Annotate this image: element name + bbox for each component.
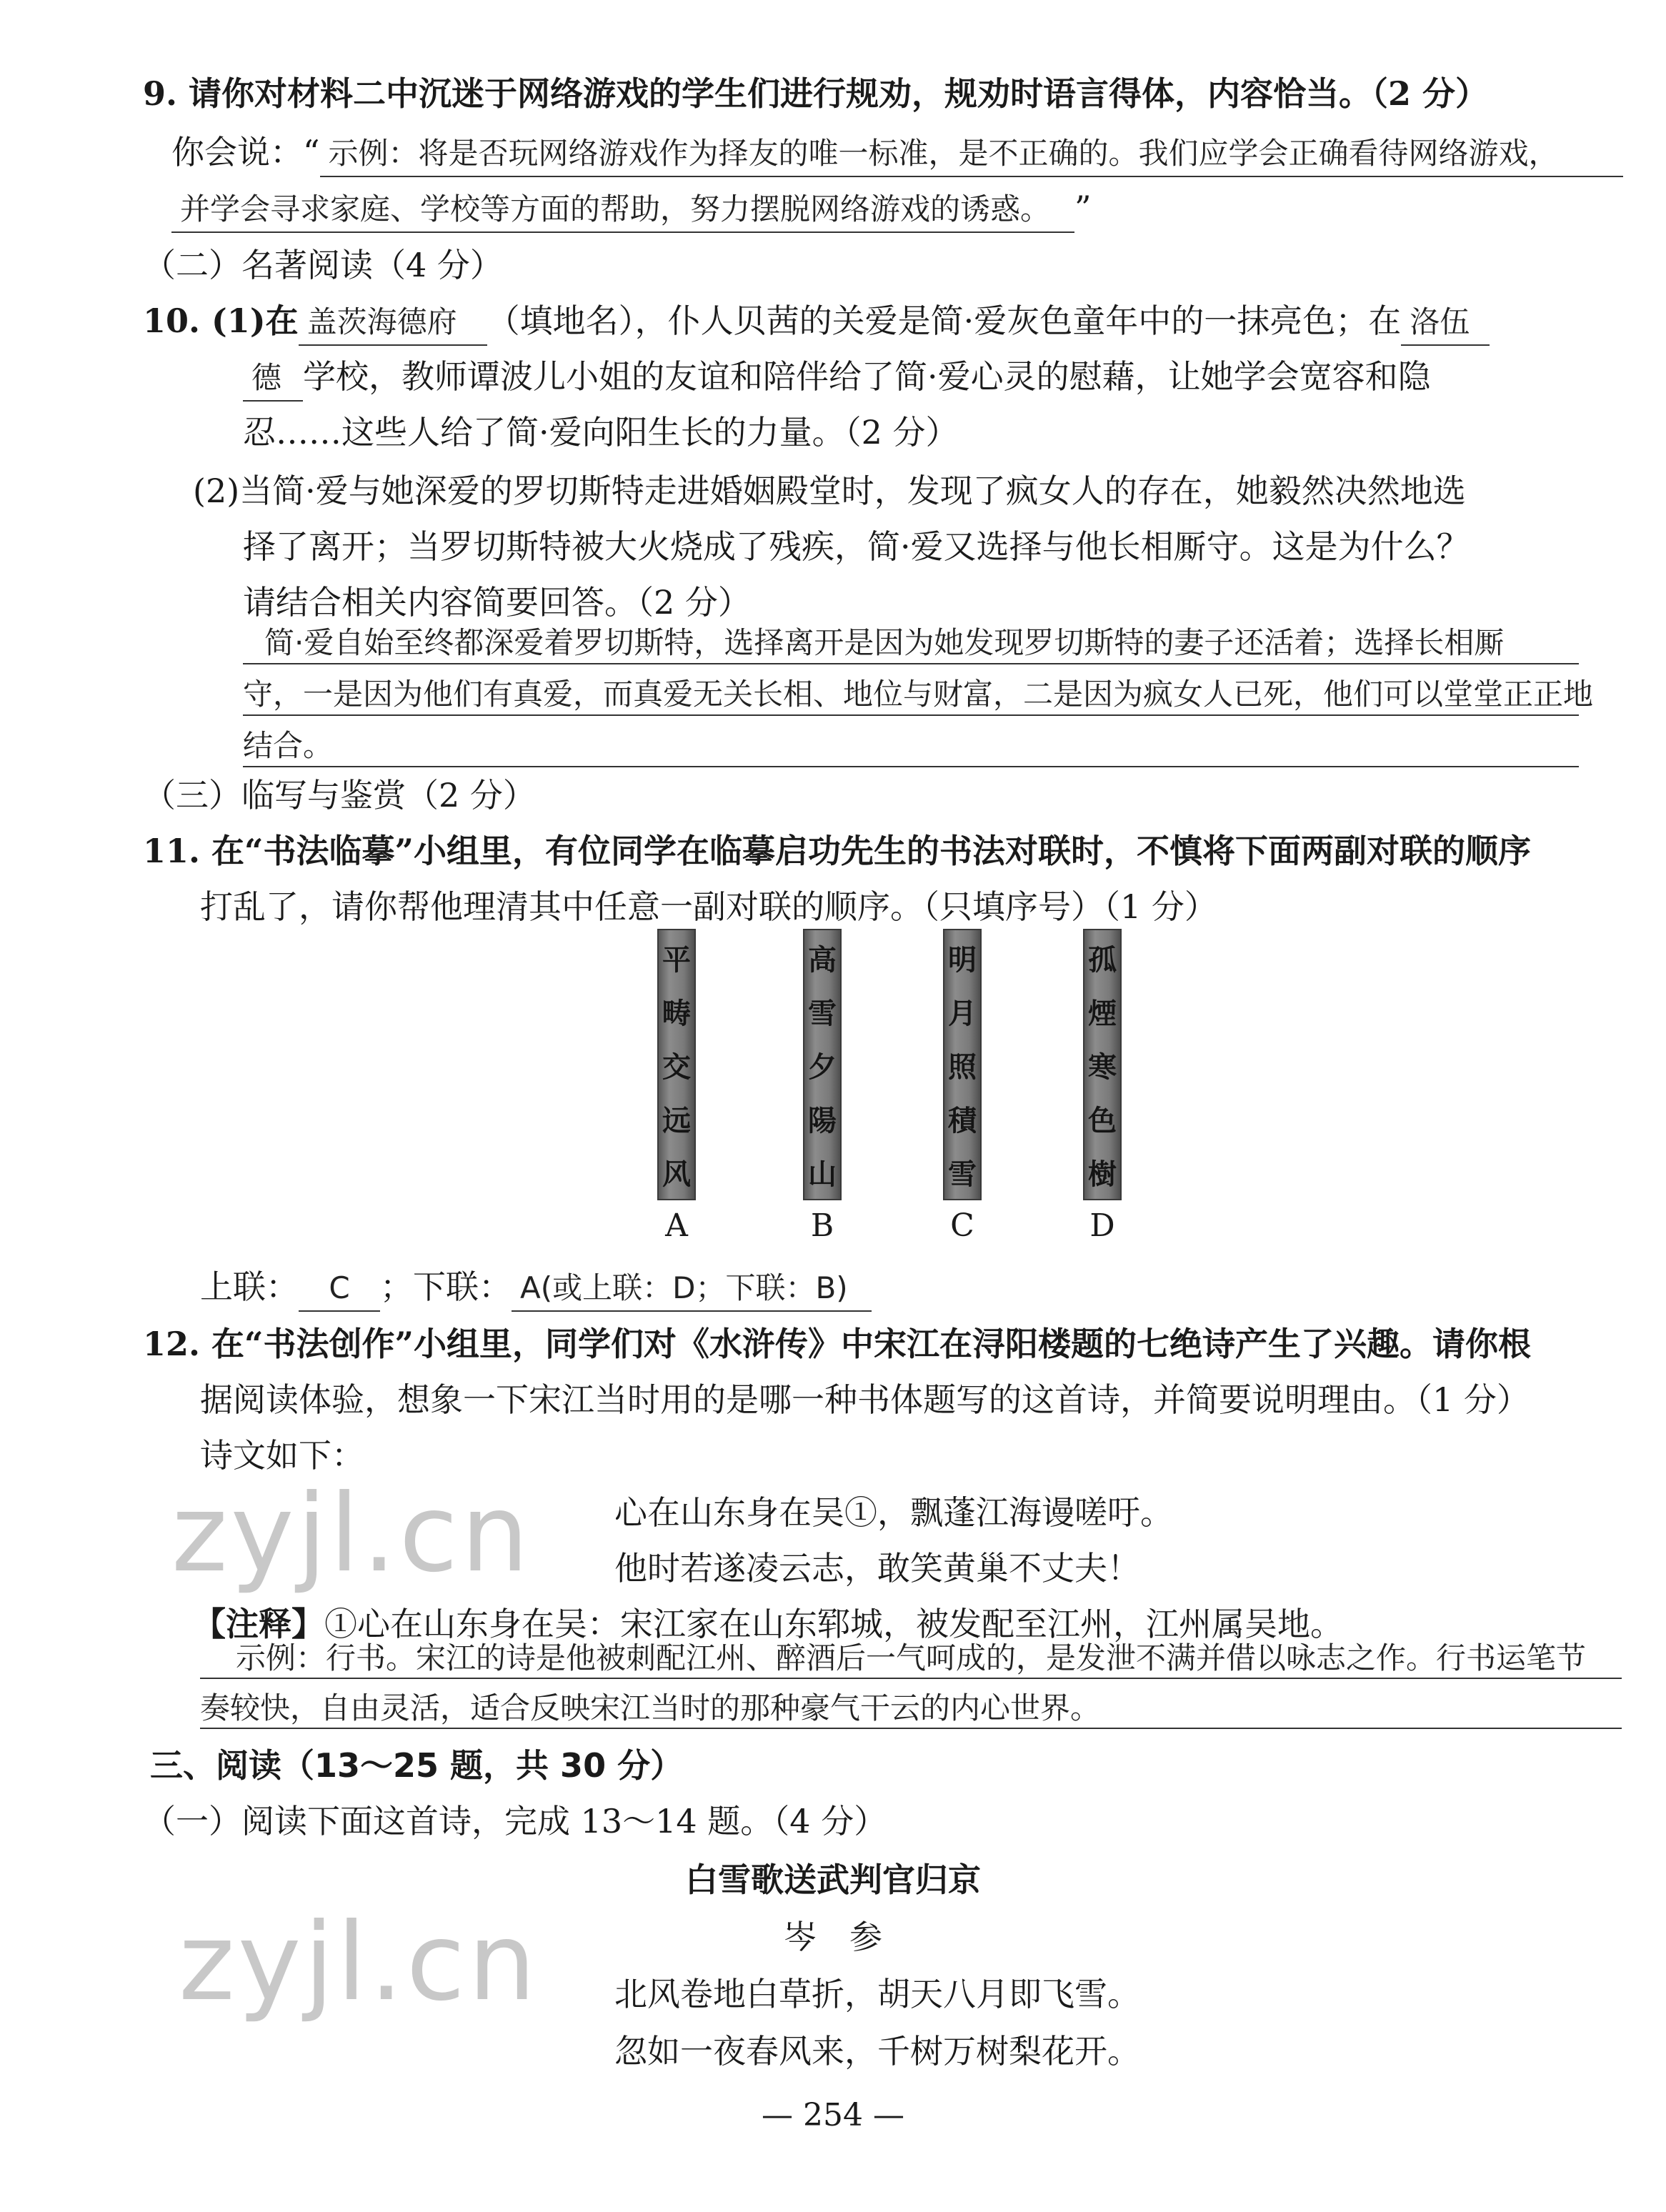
scroll-b [803,929,842,1200]
scroll-d [1083,929,1122,1200]
scroll-c-char: 月 [948,997,977,1030]
q10-part1-line2 [243,354,1431,402]
scroll-d-char: 寒 [1088,1050,1117,1084]
q11-answer-upper: C [299,1266,380,1312]
scroll-b-char: 雪 [808,997,837,1030]
q12-answer-line1: 示例：行书。宋江的诗是他被刺配江州、醉酒后一气呵成的，是发泄不满并借以咏志之作。行书运笔节 [236,1640,1587,1675]
q10-blank2b: 德 [243,356,303,402]
scroll-b-char: 陽 [808,1104,837,1137]
scroll-a-char: 平 [662,943,691,977]
page-number: — 254 — [762,2097,904,2133]
q10-blank1: 盖茨海德府 [299,300,487,346]
q10-label: 10. (1)在 [143,302,299,340]
q9-question: 9. 请你对材料二中沉迷于网络游戏的学生们进行规劝，规劝时语言得体，内容恰当。（2 分） [143,74,1489,113]
q10-part2-line2: 择了离开；当罗切斯特被大火烧成了残疾，简·爱又选择与他长相厮守。这是为什么？ [243,527,1470,566]
scroll-b-char: 山 [808,1157,837,1191]
scroll-a-label: A [665,1207,688,1244]
q10-text-b: （填地名），仆人贝茜的关爱是简·爱灰色童年中的一抹亮色；在 [487,302,1402,340]
q10-answer-rule3 [243,766,1579,767]
q11-answer-prefix: 上联： [200,1267,299,1306]
q9-prefix: 你会说：“ [171,133,320,171]
q12-line3: 诗文如下： [200,1436,364,1475]
scroll-a [657,929,696,1200]
q12-note-text: ①心在山东身在吴：宋江家在山东郓城，被发配至江州，江州属吴地。 [324,1605,1343,1643]
poem-author: 岑 参 [784,1918,882,1956]
scroll-c-char: 積 [948,1104,977,1137]
scroll-a-char: 畴 [662,997,691,1030]
part3-sub1: （一）阅读下面这首诗，完成 13～14 题。（4 分） [143,1802,887,1840]
q12-answer-rule2 [200,1728,1622,1729]
q10-part1-line1 [143,299,1490,346]
watermark: zyjl.cn [179,1900,539,2025]
q10-part2-line3: 请结合相关内容简要回答。（2 分） [243,583,751,622]
q12-line1: 12. 在“书法创作”小组里，同学们对《水浒传》中宋江在浔阳楼题的七绝诗产生了兴趣。请你根 [143,1325,1531,1363]
scroll-a-char: 风 [662,1157,691,1191]
watermark: zyjl.cn [171,1472,532,1596]
scroll-c-char: 明 [948,943,977,977]
scroll-d-char: 色 [1088,1104,1117,1137]
q10-answer-line3: 结合。 [243,728,334,763]
scroll-d-label: D [1089,1207,1115,1244]
q9-answer-line1: 示例：将是否玩网络游戏作为择友的唯一标准，是不正确的。我们应学会正确看待网络游戏， [320,131,1623,177]
scroll-a-char: 远 [662,1104,691,1137]
section-famous-books: （二）名著阅读（4 分） [143,246,503,284]
q11-line2: 打乱了，请你帮他理清其中任意一副对联的顺序。（只填序号）（1 分） [200,887,1217,926]
scroll-a-char: 交 [662,1050,691,1084]
q11-answer-mid: ；下联： [380,1267,512,1306]
q12-answer-line2: 奏较快，自由灵活，适合反映宋江当时的那种豪气干云的内心世界。 [200,1690,1101,1725]
scroll-d-char: 孤 [1088,943,1117,977]
q11-answer [200,1265,872,1312]
q11-line1: 11. 在“书法临摹”小组里，有位同学在临摹启功先生的书法对联时，不慎将下面两副对联的顺序 [143,832,1531,870]
section-copy-appreciation: （三）临写与鉴赏（2 分） [143,776,536,814]
q10-answer-line1: 简·爱自始至终都深爱着罗切斯特，选择离开是因为她发现罗切斯特的妻子还活着；选择长相厮 [264,625,1505,660]
scroll-b-char: 高 [808,943,837,977]
q10-part1-line3: 忍……这些人给了简·爱向阳生长的力量。（2 分） [243,413,959,452]
scroll-d-char: 樹 [1088,1157,1117,1191]
q11-answer-lower: A(或上联：D；下联：B) [512,1266,872,1312]
scroll-d-char: 煙 [1088,997,1117,1030]
q12-note-tag: 【注释】 [193,1605,324,1643]
q10-answer-line2: 守，一是因为他们有真爱，而真爱无关长相、地位与财富，二是因为疯女人已死，他们可以堂堂正正地 [243,677,1594,712]
q10-answer-rule2 [243,714,1579,716]
scroll-c-char: 照 [948,1050,977,1084]
q12-poem-line2: 他时若遂凌云志，敢笑黄巢不丈夫！ [614,1549,1140,1588]
poem-title: 白雪歌送武判官归京 [685,1860,981,1899]
scroll-c [943,929,982,1200]
q9-answer-row1 [171,130,1623,177]
q12-line2: 据阅读体验，想象一下宋江当时用的是哪一种书体题写的这首诗，并简要说明理由。（1 分） [200,1380,1530,1419]
q9-answer-line2: 并学会寻求家庭、学校等方面的帮助，努力摆脱网络游戏的诱惑。 [171,187,1074,233]
q9-answer-row2 [171,186,1092,233]
q10-part2-line1: (2)当简·爱与她深爱的罗切斯特走进婚姻殿堂时，发现了疯女人的存在，她毅然决然地选 [193,472,1466,510]
poem-line2: 忽如一夜春风来，千树万树梨花开。 [614,2032,1140,2071]
scroll-c-char: 雪 [948,1157,977,1191]
q10-answer-rule1 [243,663,1579,664]
q10-blank2a: 洛伍 [1401,300,1490,346]
q9-suffix: ” [1074,189,1092,227]
scroll-b-char: 夕 [808,1050,837,1084]
scroll-c-label: C [950,1207,974,1244]
part3-heading: 三、阅读（13～25 题，共 30 分） [150,1746,684,1785]
q10-text-c: 学校，教师谭波儿小姐的友谊和陪伴给了简·爱心灵的慰藉，让她学会宽容和隐 [303,357,1431,396]
poem-line1: 北风卷地白草折，胡天八月即飞雪。 [614,1975,1140,2013]
q12-poem-line1: 心在山东身在吴①，飘蓬江海谩嗟吁。 [614,1493,1173,1532]
scroll-b-label: B [810,1207,834,1244]
q12-answer-rule1 [200,1678,1622,1679]
